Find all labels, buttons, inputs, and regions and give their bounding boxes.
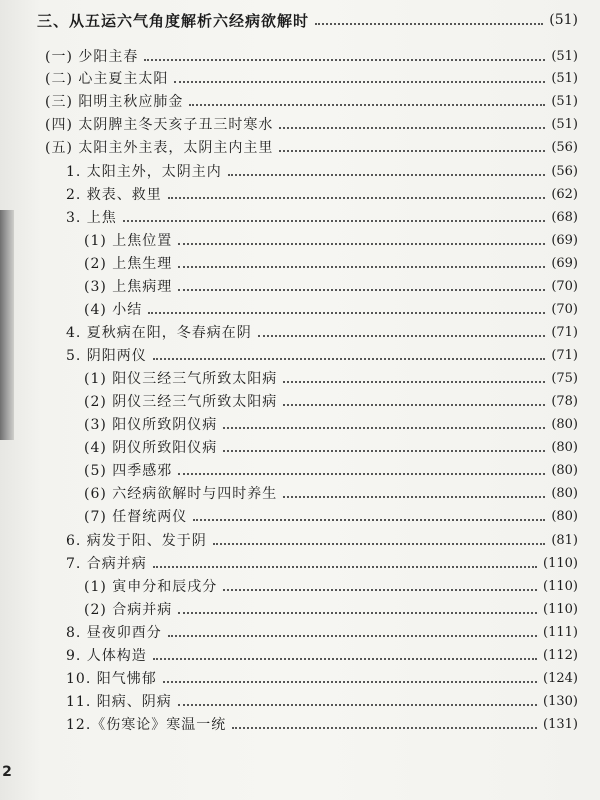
toc-subitem-row xyxy=(0,298,600,320)
toc-section-row xyxy=(0,113,600,135)
dot-leader xyxy=(123,219,546,222)
toc-subitem-row xyxy=(0,436,600,458)
toc-entry-label: 3. 上焦 xyxy=(66,210,117,226)
toc-item-row xyxy=(0,667,600,689)
dot-leader xyxy=(213,542,546,545)
dot-leader xyxy=(153,657,537,660)
dot-leader xyxy=(193,518,545,521)
toc-entry-page: (112) xyxy=(543,647,578,663)
dot-leader xyxy=(178,265,545,268)
toc-subitem-row xyxy=(0,459,600,481)
toc-item-row xyxy=(0,690,600,712)
toc-entry-page: (80) xyxy=(551,485,578,501)
dot-leader xyxy=(223,449,545,452)
dot-leader xyxy=(283,495,545,498)
dot-leader xyxy=(279,149,545,152)
toc-entry-page: (70) xyxy=(551,278,578,294)
dot-leader xyxy=(148,311,545,314)
dot-leader xyxy=(168,634,537,637)
toc-item-row xyxy=(0,206,600,228)
dot-leader xyxy=(178,611,537,614)
toc-section-row xyxy=(0,90,600,112)
toc-entry-page: (124) xyxy=(543,670,578,686)
dot-leader xyxy=(174,80,545,83)
toc-subitem-row xyxy=(0,367,600,389)
toc-entry-label: (5) 四季感邪 xyxy=(84,463,173,479)
toc-entry-label: (三) 阳明主秋应肺金 xyxy=(45,94,184,110)
toc-entry-page: (80) xyxy=(551,462,578,478)
toc-entry-page: (70) xyxy=(551,301,578,317)
dot-leader xyxy=(178,472,545,475)
toc-entry-page: (51) xyxy=(551,93,578,109)
toc-entry-page: (80) xyxy=(551,439,578,455)
toc-entry-label: (2) 上焦生理 xyxy=(84,256,173,272)
toc-entry-label: (1) 阳仪三经三气所致太阳病 xyxy=(84,371,278,387)
toc-item-row xyxy=(0,621,600,643)
toc-entry-label: 7. 合病并病 xyxy=(66,556,147,572)
toc-subitem-row xyxy=(0,598,600,620)
toc-entry-label: (1) 寅申分和辰戌分 xyxy=(84,579,218,595)
dot-leader xyxy=(189,103,545,106)
toc-entry-label: (3) 上焦病理 xyxy=(84,279,173,295)
dot-leader xyxy=(178,288,545,291)
toc-entry-page: (56) xyxy=(551,139,578,155)
toc-subitem-row xyxy=(0,575,600,597)
toc-entry-label: (4) 小结 xyxy=(84,302,143,318)
toc-entry-label: (2) 阴仪三经三气所致太阳病 xyxy=(84,394,278,410)
toc-heading-page: (51) xyxy=(549,12,578,28)
toc-subitem-row xyxy=(0,482,600,504)
toc-entry-page: (71) xyxy=(551,324,578,340)
toc-item-row xyxy=(0,344,600,366)
toc-entry-page: (110) xyxy=(543,601,578,617)
dot-leader xyxy=(168,196,546,199)
toc-entry-page: (110) xyxy=(543,555,578,571)
toc-entry-page: (78) xyxy=(551,393,578,409)
dot-leader xyxy=(279,126,545,129)
toc-entry-label: 12.《伤寒论》寒温一统 xyxy=(66,717,227,733)
toc-entry-page: (69) xyxy=(551,255,578,271)
toc-entry-label: (四) 太阴脾主冬天亥子丑三时寒水 xyxy=(45,117,274,133)
toc-entry-page: (71) xyxy=(551,347,578,363)
toc-entry-page: (51) xyxy=(551,116,578,132)
toc-entry-page: (68) xyxy=(551,209,578,225)
toc-entry-label: (2) 合病并病 xyxy=(84,602,173,618)
toc-entry-label: 11. 阳病、阴病 xyxy=(66,694,172,710)
toc-entry-label: (一) 少阳主春 xyxy=(45,49,139,65)
toc-entry-page: (51) xyxy=(551,48,578,64)
toc-entry-page: (130) xyxy=(543,693,578,709)
toc-entry-label: 4. 夏秋病在阳，冬春病在阴 xyxy=(66,325,252,341)
dot-leader xyxy=(283,403,545,406)
toc-item-row xyxy=(0,160,600,182)
dot-leader xyxy=(178,242,545,245)
toc-heading-row xyxy=(0,9,600,31)
toc-entry-page: (111) xyxy=(543,624,578,640)
toc-entry-label: (7) 任督统两仪 xyxy=(84,509,188,525)
dot-leader xyxy=(223,588,537,591)
toc-item-row xyxy=(0,321,600,343)
toc-entry-page: (56) xyxy=(551,163,578,179)
toc-item-row xyxy=(0,644,600,666)
toc-section-row xyxy=(0,45,600,67)
toc-entry-page: (80) xyxy=(551,416,578,432)
toc-entry-page: (80) xyxy=(551,508,578,524)
toc-entry-label: 10. 阳气怫郁 xyxy=(66,671,157,687)
dot-leader xyxy=(228,173,546,176)
toc-entry-label: 9. 人体构造 xyxy=(66,648,147,664)
toc-entry-label: 2. 救表、救里 xyxy=(66,187,162,203)
toc-entry-page: (62) xyxy=(551,186,578,202)
dot-leader xyxy=(223,426,545,429)
toc-subitem-row xyxy=(0,505,600,527)
toc-item-row xyxy=(0,713,600,735)
toc-entry-label: (五) 太阳主外主表，太阴主内主里 xyxy=(45,140,274,156)
toc-section-row xyxy=(0,136,600,158)
toc-entry-label: (3) 阳仪所致阴仪病 xyxy=(84,417,218,433)
toc-item-row xyxy=(0,183,600,205)
corner-page-number: 2 xyxy=(2,764,12,780)
toc-subitem-row xyxy=(0,390,600,412)
toc-entry-page: (131) xyxy=(543,716,578,732)
dot-leader xyxy=(315,22,543,25)
toc-item-row xyxy=(0,552,600,574)
toc-entry-label: (6) 六经病欲解时与四时养生 xyxy=(84,486,278,502)
toc-section-row xyxy=(0,67,600,89)
dot-leader xyxy=(232,726,537,729)
toc-heading-title: 三、从五运六气角度解析六经病欲解时 xyxy=(37,11,310,30)
dot-leader xyxy=(153,357,546,360)
toc-entry-label: 1. 太阳主外，太阴主内 xyxy=(66,164,222,180)
toc-entry-label: (二) 心主夏主太阳 xyxy=(45,71,169,87)
toc-item-row xyxy=(0,529,600,551)
dot-leader xyxy=(178,703,537,706)
dot-leader xyxy=(258,334,546,337)
toc-entry-page: (51) xyxy=(551,70,578,86)
toc-entry-label: (1) 上焦位置 xyxy=(84,233,173,249)
toc-entry-label: 6. 病发于阳、发于阴 xyxy=(66,533,207,549)
toc-entry-label: 5. 阴阳两仪 xyxy=(66,348,147,364)
toc-subitem-row xyxy=(0,413,600,435)
dot-leader xyxy=(163,680,537,683)
toc-entry-page: (110) xyxy=(543,578,578,594)
toc-entry-page: (75) xyxy=(551,370,578,386)
dot-leader xyxy=(144,58,545,61)
toc-entry-page: (69) xyxy=(551,232,578,248)
toc-subitem-row xyxy=(0,229,600,251)
toc-entry-label: (4) 阴仪所致阳仪病 xyxy=(84,440,218,456)
dot-leader xyxy=(153,565,537,568)
toc-subitem-row xyxy=(0,275,600,297)
toc-subitem-row xyxy=(0,252,600,274)
dot-leader xyxy=(283,380,545,383)
toc-entry-label: 8. 昼夜卯酉分 xyxy=(66,625,162,641)
toc-entry-page: (81) xyxy=(551,532,578,548)
